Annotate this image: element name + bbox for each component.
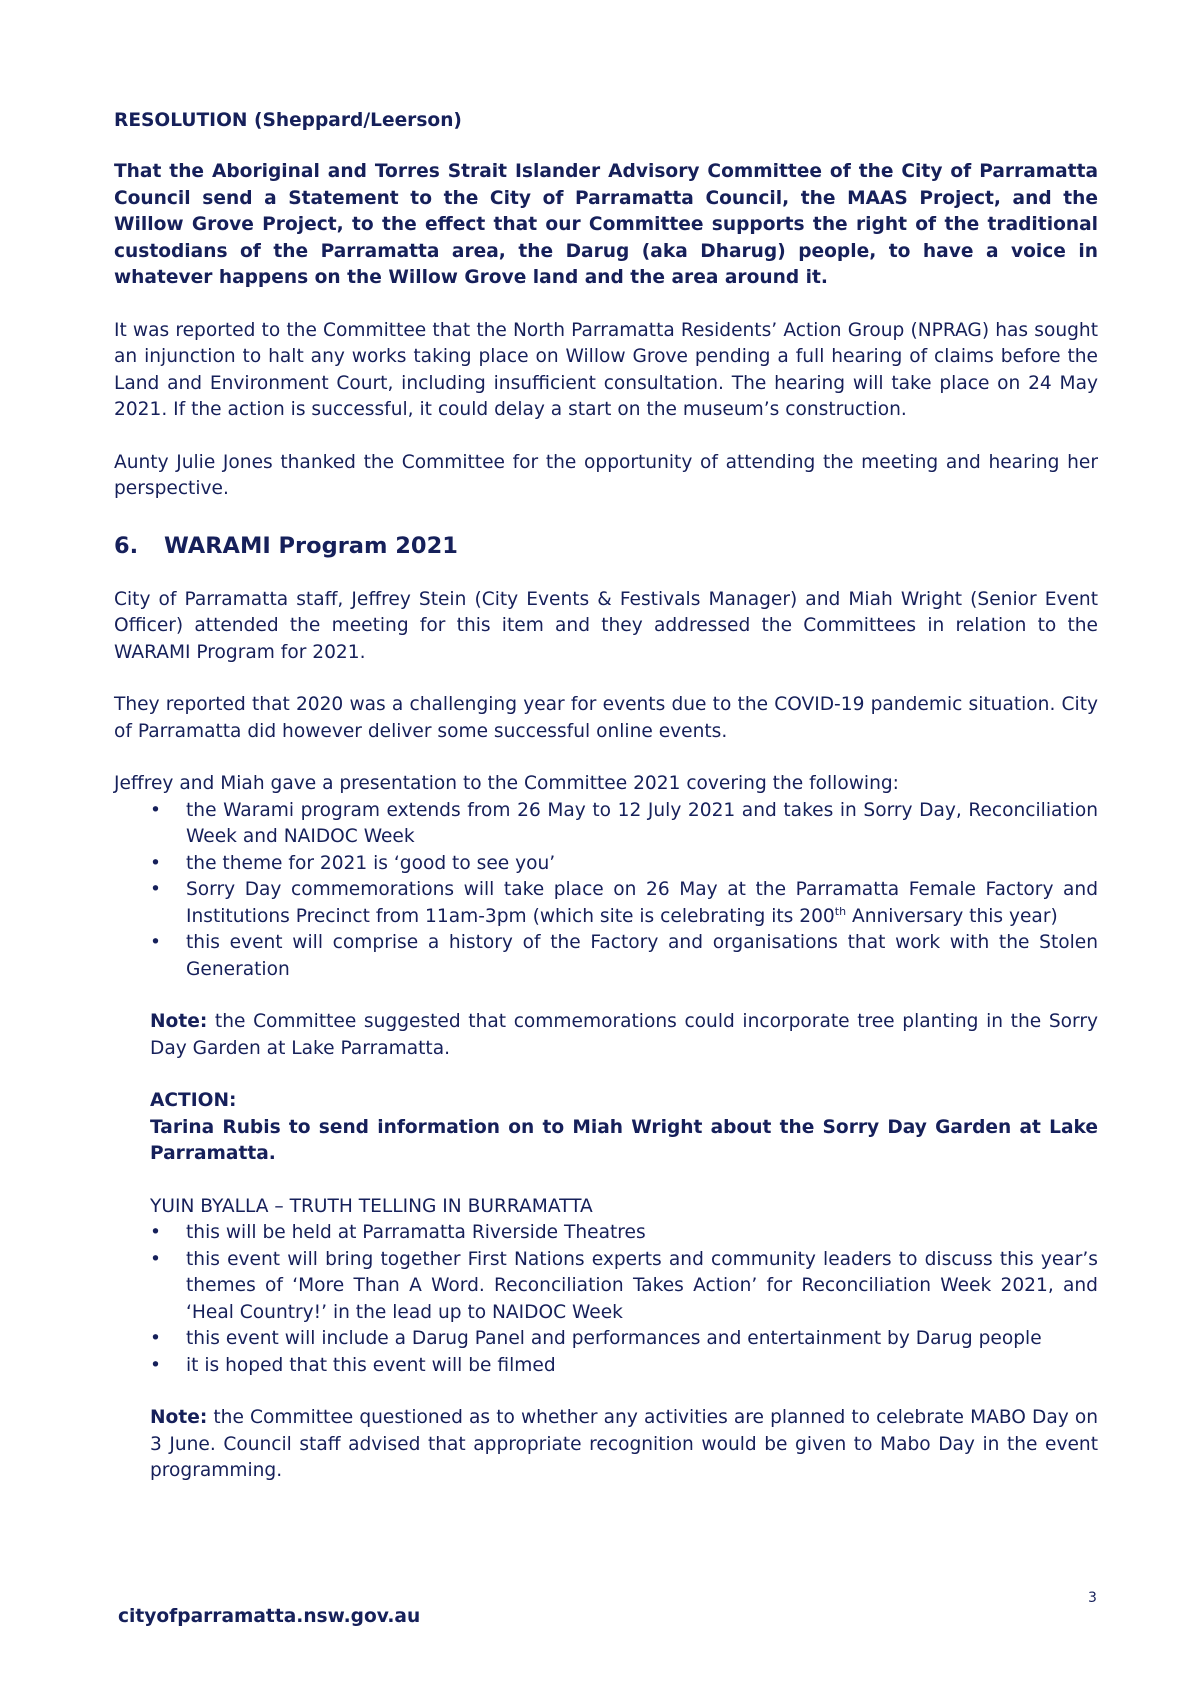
list-item bbox=[150, 798, 1098, 851]
note-commemorations bbox=[150, 1009, 1098, 1062]
section-intro: City of Parramatta staff, Jeffrey Stein (City Events & Festivals Manager) and Miah Wright (Senior Event Officer) attended the meeting for this item and they addressed the Committees in relation to the WARAMI Program for 2021. bbox=[114, 588, 1098, 663]
list-item-text: this event will bring together First Nations experts and community leaders to discuss this year’s themes of ‘More Than A Word. Reconciliation Takes Action’ for Reconciliation Week 2021, and ‘Heal Country!’ in the lead up to NAIDOC Week bbox=[186, 1248, 1098, 1323]
note-text: the Committee questioned as to whether any activities are planned to celebrate MABO Day on 3 June. Council staff advised that appropriate recognition would be given to Mabo Day in the event programming. bbox=[150, 1407, 1098, 1481]
list-item-text: this will be held at Parramatta Riverside Theatres bbox=[186, 1222, 646, 1243]
document-page bbox=[114, 108, 1098, 1485]
bullet-marker: • bbox=[150, 879, 161, 900]
presentation-paragraph: Jeffrey and Miah gave a presentation to the Committee 2021 covering the following: bbox=[114, 773, 899, 794]
bullet-marker: • bbox=[150, 1222, 161, 1243]
list-item bbox=[150, 851, 1098, 878]
list-item-text: this event will include a Darug Panel and performances and entertainment by Darug people bbox=[186, 1328, 1042, 1349]
challenging-paragraph: They reported that 2020 was a challenging year for events due to the COVID-19 pandemic situation. City of Parramatta did however deliver some successful online events. bbox=[114, 694, 1098, 742]
list-item-text bbox=[186, 879, 1098, 927]
yuin-bullet-list bbox=[150, 1220, 1098, 1379]
footer-url: cityofparramatta.nsw.gov.au bbox=[118, 1606, 421, 1627]
page-number: 3 bbox=[1088, 1590, 1097, 1606]
bullet-marker: • bbox=[150, 932, 161, 953]
resolution-body: That the Aboriginal and Torres Strait Islander Advisory Committee of the City of Parramatta Council send a Statement to the City of Parramatta Council, the MAAS Project, and the Willow Grove Project, to the effect that our Committee supports the right of the traditional custodians of the Parramatta area, the Darug (aka Dharug) people, to have a voice in whatever happens on the Willow Grove land and the area around it. bbox=[114, 161, 1098, 288]
list-item-text: this event will comprise a history of the Factory and organisations that work with the Stolen Generation bbox=[186, 932, 1098, 980]
bullet3-before: Sorry Day commemorations will take place on 26 May at the Parramatta Female Factory and Institutions Precinct from 11am-3pm (which site is celebrating its 200 bbox=[186, 879, 1098, 927]
bullet-marker: • bbox=[150, 852, 161, 874]
list-item bbox=[150, 1353, 1098, 1380]
action-text: Tarina Rubis to send information on to Miah Wright about the Sorry Day Garden at Lake Parramatta. bbox=[150, 1116, 1098, 1164]
list-item bbox=[150, 1326, 1098, 1353]
list-item-text: the Warami program extends from 26 May to 12 July 2021 and takes in Sorry Day, Reconciliation Week and NAIDOC Week bbox=[186, 799, 1098, 847]
bullet3-sup: th bbox=[834, 904, 847, 918]
nprag-paragraph: It was reported to the Committee that the North Parramatta Residents’ Action Group (NPRAG) has sought an injunction to halt any works taking place on Willow Grove pending a full hearing of claims before the Land and Environment Court, including insufficient consultation. The hearing will take place on 24 May 2021. If the action is successful, it could delay a start on the museum’s construction. bbox=[114, 319, 1098, 420]
list-item bbox=[150, 877, 1098, 930]
action-label: ACTION: bbox=[150, 1090, 237, 1111]
bullet-marker: • bbox=[150, 1328, 161, 1349]
list-item bbox=[150, 1247, 1098, 1327]
section-title: WARAMI Program 2021 bbox=[164, 532, 458, 559]
aunty-paragraph: Aunty Julie Jones thanked the Committee for the opportunity of attending the meeting and hearing her perspective. bbox=[114, 451, 1098, 499]
bullet-marker: • bbox=[150, 1354, 161, 1376]
list-item-text: it is hoped that this event will be filmed bbox=[186, 1354, 556, 1376]
note-text: the Committee suggested that commemorations could incorporate tree planting in the Sorry Day Garden at Lake Parramatta. bbox=[150, 1011, 1098, 1059]
bullet-marker: • bbox=[150, 799, 161, 821]
warami-bullet-list bbox=[150, 798, 1098, 984]
section-number: 6. bbox=[114, 532, 139, 559]
list-item-text: the theme for 2021 is ‘good to see you’ bbox=[186, 852, 556, 874]
note-mabo-day bbox=[150, 1405, 1098, 1485]
note-label: Note: bbox=[150, 1011, 208, 1032]
note-label: Note: bbox=[150, 1407, 208, 1428]
resolution-title: RESOLUTION (Sheppard/Leerson) bbox=[114, 110, 462, 131]
bullet3-after: Anniversary this year) bbox=[846, 905, 1058, 927]
yuin-title: YUIN BYALLA – TRUTH TELLING IN BURRAMATTA bbox=[150, 1195, 593, 1217]
section-heading bbox=[114, 531, 1098, 561]
list-item bbox=[150, 930, 1098, 983]
bullet-marker: • bbox=[150, 1248, 161, 1270]
list-item bbox=[150, 1220, 1098, 1247]
